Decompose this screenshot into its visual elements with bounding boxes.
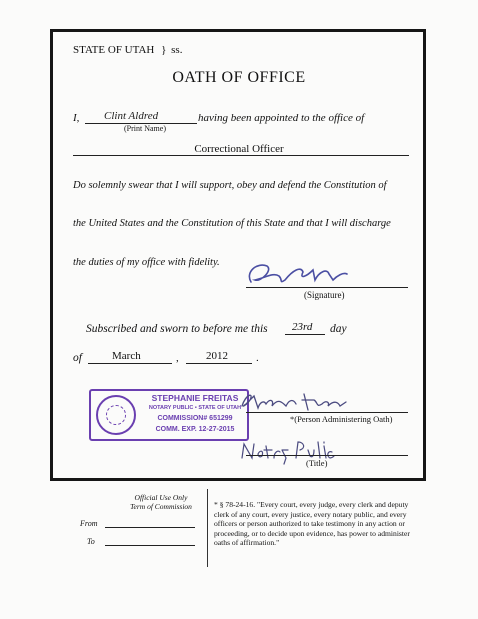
stamp-line-1: NOTARY PUBLIC • STATE OF UTAH — [148, 405, 242, 411]
oath-line-3: the duties of my office with fidelity. — [73, 257, 220, 268]
sworn-year: 2012 — [206, 350, 228, 362]
notary-seal-icon — [96, 395, 136, 435]
title-line — [246, 455, 408, 456]
office-title: Correctional Officer — [194, 143, 284, 155]
from-label: From — [80, 519, 98, 528]
day-underline — [285, 334, 325, 335]
month-comma: , — [176, 352, 179, 364]
ss-abbrev: ss. — [171, 44, 183, 56]
intro-i: I, — [73, 112, 80, 124]
stamp-line-2: COMMISSION# 651299 — [157, 415, 233, 422]
signature-label: (Signature) — [304, 290, 345, 300]
term-of-commission-label: Term of Commission — [130, 502, 192, 511]
appointee-name: Clint Aldred — [104, 110, 159, 122]
day-label: day — [330, 323, 347, 335]
administrator-line — [246, 412, 408, 413]
oath-line-2: the United States and the Constitution of this State and that I will discharge — [73, 218, 391, 229]
title-label: (Title) — [306, 458, 328, 468]
month-underline — [88, 363, 172, 364]
signature-line — [246, 287, 408, 288]
document-title: OATH OF OFFICE — [172, 69, 306, 86]
print-name-label: (Print Name) — [124, 124, 166, 133]
footer-divider — [207, 489, 208, 567]
administrator-label: *(Person Administering Oath) — [290, 414, 393, 424]
office-underline — [73, 155, 409, 156]
appointee-signature — [243, 258, 353, 290]
of-label: of — [73, 352, 82, 364]
sworn-text: Subscribed and sworn to before me this — [86, 323, 268, 335]
state-name: STATE OF UTAH — [73, 44, 155, 56]
to-label: To — [87, 537, 95, 546]
administrator-signature — [236, 388, 354, 414]
sworn-month: March — [112, 350, 141, 362]
to-line — [105, 545, 195, 546]
from-line — [105, 527, 195, 528]
state-header — [73, 44, 182, 56]
appointed-text: having been appointed to the office of — [198, 112, 365, 124]
official-use-label: Official Use Only — [134, 493, 188, 502]
year-underline — [186, 363, 252, 364]
notary-stamp — [89, 389, 249, 441]
brace: } — [161, 44, 167, 56]
year-period: . — [256, 352, 259, 364]
stamp-line-3: COMM. EXP. 12-27-2015 — [155, 426, 235, 433]
stamp-name: STEPHANIE FREITAS — [151, 393, 239, 403]
statute-note: * § 78-24-16. "Every court, every judge, every clerk and deputy clerk of any court, every justice, every notary public, and every officers or person authorized to take testimony in any action or proceeding, or to decide upon evidence, has power to administer oaths of affirmation." — [214, 500, 410, 548]
sworn-day-value: 23rd — [292, 321, 313, 333]
oath-line-1: Do solemnly swear that I will support, obey and defend the Constitution of — [73, 180, 387, 191]
